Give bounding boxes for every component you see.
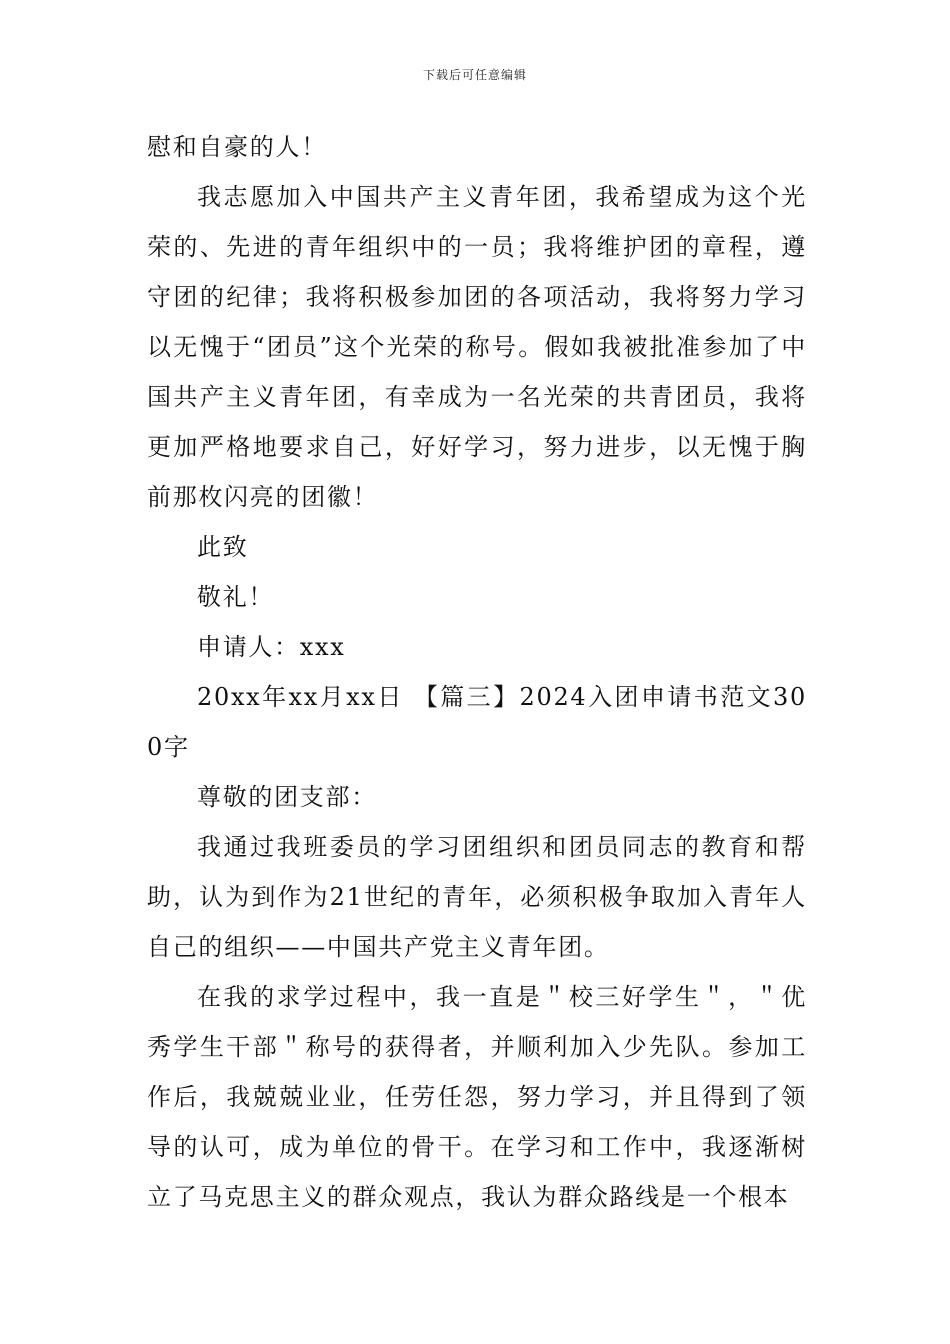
paragraph-1: 我志愿加入中国共产主义青年团，我希望成为这个光荣的、先进的青年组织中的一员；我将维护团的章程，遵守团的纪律；我将积极参加团的各项活动，我将努力学习以无愧于“团员”这个光荣的称号。假如我被批准参加了中国共产主义青年团，有幸成为一名光荣的共青团员，我将更加严格地要求自己，好好学习，努力进步，以无愧于胸前那枚闪亮的团徽！ [147,183,807,511]
paragraph-4: 申请人：xxx [197,633,346,661]
paragraph-7: 我通过我班委员的学习团组织和团员同志的教育和帮助，认为到作为21世纪的青年，必须积极争取加入青年人自己的组织——中国共产党主义青年团。 [147,833,807,961]
page-header-note: 下载后可任意编辑 [422,68,527,82]
document-body [147,122,807,1222]
paragraph-6: 尊敬的团支部： [197,783,377,811]
paragraph-3: 敬礼！ [197,583,275,611]
paragraph-2: 此致 [197,533,249,561]
paragraph-0: 慰和自豪的人！ [147,133,327,161]
paragraph-5: 20xx年xx月xx日 【篇三】2024入团申请书范文300字 [147,683,807,761]
paragraph-8: 在我的求学过程中，我一直是＂校三好学生＂，＂优秀学生干部＂称号的获得者，并顺利加入少先队。参加工作后，我兢兢业业，任劳任怨，努力学习，并且得到了领导的认可，成为单位的骨干。在学习和工作中，我逐渐树立了马克思主义的群众观点，我认为群众路线是一个根本 [147,983,807,1211]
